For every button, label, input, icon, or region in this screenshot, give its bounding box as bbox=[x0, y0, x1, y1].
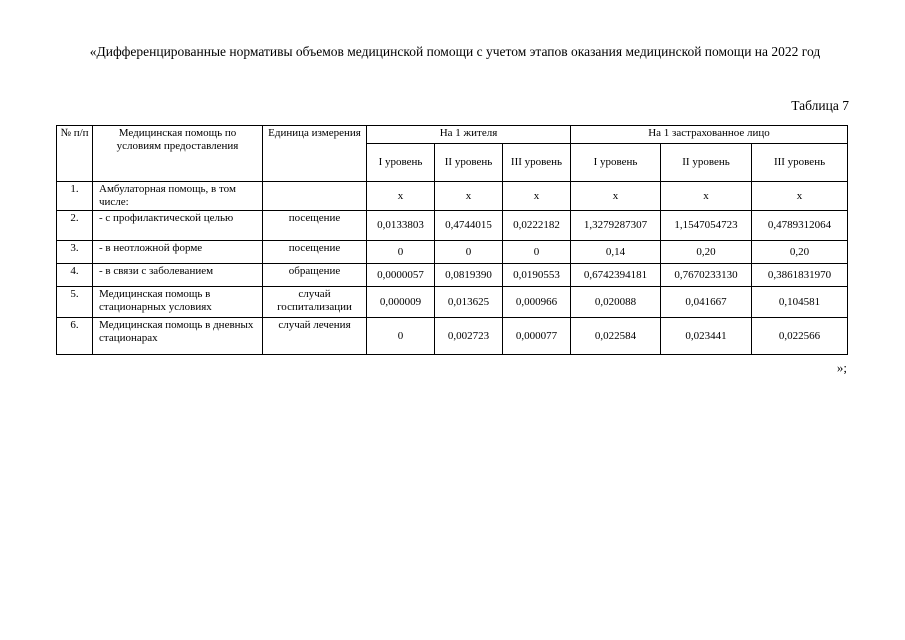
header-group-resident: На 1 жителя bbox=[367, 126, 571, 144]
row-name: Амбулаторная помощь, в том числе: bbox=[93, 182, 263, 211]
table-caption: Таблица 7 bbox=[791, 98, 849, 113]
header-group-insured: На 1 застрахованное лицо bbox=[571, 126, 848, 144]
header-name: Медицинская помощь по условиям предоставления bbox=[93, 126, 263, 182]
row-value: 0,20 bbox=[661, 241, 752, 264]
row-value: 0,023441 bbox=[661, 318, 752, 355]
document-title: «Дифференцированные нормативы объемов медицинской помощи с учетом этапов оказания медицинской помощи на 2022 год bbox=[89, 44, 821, 59]
row-num: 1. bbox=[57, 182, 93, 211]
norms-table bbox=[56, 125, 848, 355]
row-value: 1,1547054723 bbox=[661, 211, 752, 241]
header-level: I уровень bbox=[571, 144, 661, 182]
table-row bbox=[57, 318, 848, 355]
row-value: 0,4789312064 bbox=[752, 211, 848, 241]
row-value: 0,022584 bbox=[571, 318, 661, 355]
row-value: х bbox=[571, 182, 661, 211]
row-unit: обращение bbox=[263, 264, 367, 287]
table-row bbox=[57, 241, 848, 264]
row-value: 0,041667 bbox=[661, 287, 752, 318]
header-num: № п/п bbox=[57, 126, 93, 182]
header-level: III уровень bbox=[752, 144, 848, 182]
row-value: 0,7670233130 bbox=[661, 264, 752, 287]
row-value: 0,0222182 bbox=[503, 211, 571, 241]
table-row bbox=[57, 287, 848, 318]
row-value: 0,0819390 bbox=[435, 264, 503, 287]
header-unit: Единица измерения bbox=[263, 126, 367, 182]
row-value: 0,013625 bbox=[435, 287, 503, 318]
table-row bbox=[57, 182, 848, 211]
row-name: - с профилактической целью bbox=[93, 211, 263, 241]
row-value: 0,0000057 bbox=[367, 264, 435, 287]
row-value: 0,020088 bbox=[571, 287, 661, 318]
closing-quote: »; bbox=[836, 360, 847, 375]
row-num: 2. bbox=[57, 211, 93, 241]
header-level: II уровень bbox=[661, 144, 752, 182]
row-value: х bbox=[435, 182, 503, 211]
row-value: 0,14 bbox=[571, 241, 661, 264]
table-row bbox=[57, 211, 848, 241]
row-value: 0,4744015 bbox=[435, 211, 503, 241]
row-value: 0,002723 bbox=[435, 318, 503, 355]
row-value: 0,3861831970 bbox=[752, 264, 848, 287]
row-name: - в неотложной форме bbox=[93, 241, 263, 264]
row-unit: случай госпитализации bbox=[263, 287, 367, 318]
row-unit: посещение bbox=[263, 241, 367, 264]
row-value: 0,022566 bbox=[752, 318, 848, 355]
row-value: 0,20 bbox=[752, 241, 848, 264]
row-value: 1,3279287307 bbox=[571, 211, 661, 241]
row-value: 0 bbox=[435, 241, 503, 264]
row-unit: случай лечения bbox=[263, 318, 367, 355]
table-row bbox=[57, 264, 848, 287]
row-unit bbox=[263, 182, 367, 211]
row-num: 6. bbox=[57, 318, 93, 355]
row-value: 0,000966 bbox=[503, 287, 571, 318]
row-value: 0 bbox=[503, 241, 571, 264]
row-value: х bbox=[367, 182, 435, 211]
header-level: III уровень bbox=[503, 144, 571, 182]
row-value: х bbox=[503, 182, 571, 211]
row-num: 5. bbox=[57, 287, 93, 318]
row-value: х bbox=[752, 182, 848, 211]
row-value: 0,0133803 bbox=[367, 211, 435, 241]
row-value: 0 bbox=[367, 241, 435, 264]
row-name: - в связи с заболеванием bbox=[93, 264, 263, 287]
row-value: 0,6742394181 bbox=[571, 264, 661, 287]
header-level: II уровень bbox=[435, 144, 503, 182]
row-unit: посещение bbox=[263, 211, 367, 241]
header-level: I уровень bbox=[367, 144, 435, 182]
row-value: 0,104581 bbox=[752, 287, 848, 318]
row-value: х bbox=[661, 182, 752, 211]
row-num: 3. bbox=[57, 241, 93, 264]
row-name: Медицинская помощь в стационарных условиях bbox=[93, 287, 263, 318]
row-value: 0,000009 bbox=[367, 287, 435, 318]
row-name: Медицинская помощь в дневных стационарах bbox=[93, 318, 263, 355]
row-value: 0 bbox=[367, 318, 435, 355]
row-value: 0,000077 bbox=[503, 318, 571, 355]
row-num: 4. bbox=[57, 264, 93, 287]
row-value: 0,0190553 bbox=[503, 264, 571, 287]
